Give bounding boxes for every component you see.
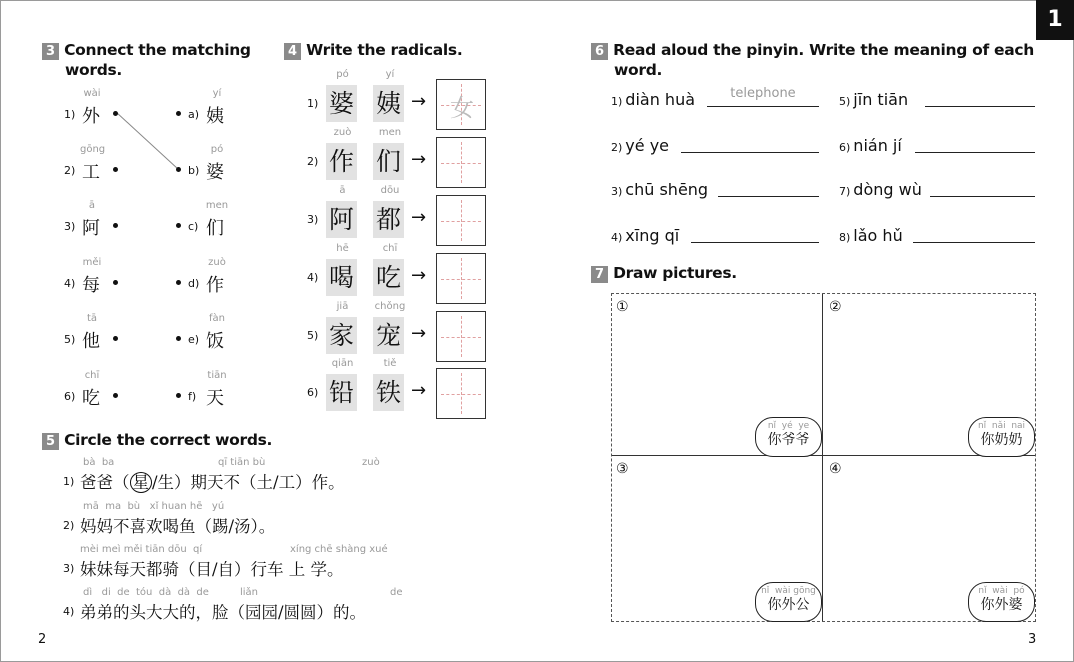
meaning-answer-line[interactable] [930, 196, 1035, 197]
name-bubble-text: 你外公 [767, 597, 810, 613]
match-left-pinyin: tā [86, 313, 98, 324]
pinyin-item-index: 4) [611, 231, 623, 244]
sentence-part-a: 爸爸（ [80, 473, 130, 492]
name-bubble [968, 417, 1035, 457]
arrow-icon: → [411, 207, 427, 228]
radical-char2: 们 [373, 143, 404, 180]
match-right-index: f) [188, 390, 197, 403]
pinyin-item-text: lǎo hǔ [853, 226, 903, 245]
pinyin-item-index: 8) [839, 231, 851, 244]
panel-number: ④ [829, 461, 842, 477]
arrow-icon: → [411, 323, 427, 344]
match-left-dot[interactable] [113, 393, 118, 398]
section-6-number: 6 [591, 43, 608, 60]
meaning-answer: telephone [730, 86, 796, 101]
section-3-title: Connect the matching [64, 41, 251, 59]
name-bubble-text: 你爷爷 [767, 432, 810, 448]
match-left-word: 阿 [82, 218, 100, 239]
match-left-pinyin: gōng [80, 144, 106, 155]
section-6-title: Read aloud the pinyin. Write the meaning of each [613, 41, 1035, 59]
match-right-pinyin: pó [210, 144, 224, 155]
match-left-dot[interactable] [113, 167, 118, 172]
sentence-pinyin: mā ma bù xǐ huan hē yú [83, 501, 225, 512]
name-bubble-text: 你奶奶 [980, 432, 1023, 448]
radical-answer: 女 [450, 94, 474, 122]
section-7-number: 7 [591, 266, 608, 283]
circled-answer[interactable]: 星 [130, 472, 153, 493]
section-5-header [42, 430, 272, 450]
match-right-index: b) [188, 164, 200, 177]
pinyin-item [611, 180, 708, 199]
match-right-pinyin: tiān [207, 370, 227, 381]
match-left-index: 4) [64, 277, 76, 290]
pinyin-item-text: yé ye [625, 136, 670, 155]
pinyin-item-index: 2) [611, 141, 623, 154]
match-left-word: 吃 [82, 388, 100, 409]
radical-char1-pinyin: ā [339, 185, 346, 196]
radical-char1: 喝 [326, 259, 357, 296]
page-corner-badge: 1 [1036, 0, 1074, 40]
meaning-answer-line[interactable] [925, 106, 1035, 107]
radical-char2: 都 [373, 201, 404, 238]
radical-char1-pinyin: zuò [333, 127, 352, 138]
pinyin-item-text: nián jí [853, 136, 902, 155]
pinyin-item-index: 6) [839, 141, 851, 154]
pinyin-item-text: dòng wù [853, 180, 922, 199]
matching-list [0, 0, 280, 420]
pinyin-item [839, 136, 902, 155]
match-left-word: 工 [82, 162, 100, 183]
match-right-word: 作 [206, 275, 224, 296]
drawing-area[interactable] [611, 293, 1036, 622]
sentence-pinyin: mèi meì měi tiān dōu qí [80, 544, 203, 555]
match-left-index: 1) [64, 108, 76, 121]
radical-char2-pinyin: tiě [383, 358, 397, 369]
name-bubble [755, 417, 822, 457]
section-7-header [591, 263, 737, 283]
match-left-dot[interactable] [113, 223, 118, 228]
pinyin-item-text: xīng qī [625, 226, 680, 245]
sentence-index: 4) [63, 605, 75, 618]
radical-char1: 阿 [326, 201, 357, 238]
drawing-divider-horizontal [612, 455, 1035, 456]
radical-row-index: 4) [307, 271, 319, 284]
name-bubble-pinyin: nǐ wài pó [978, 586, 1025, 596]
match-right-word: 们 [206, 218, 224, 239]
sentence-part-a: 弟弟的头大大的，脸（园园/圆圆）的。 [80, 603, 367, 622]
match-left-index: 2) [64, 164, 76, 177]
radical-row-index: 2) [307, 155, 319, 168]
radical-char1: 铅 [326, 374, 357, 411]
pinyin-item [839, 90, 908, 109]
radical-char2-pinyin: chǒng [374, 301, 406, 312]
match-right-dot[interactable] [176, 223, 181, 228]
radical-answer-box[interactable] [436, 253, 486, 304]
page-number-right: 3 [1028, 632, 1037, 647]
pinyin-item-index: 3) [611, 185, 623, 198]
match-right-index: c) [188, 220, 199, 233]
radical-char2-pinyin: yí [385, 69, 395, 80]
radical-char2: 吃 [373, 259, 404, 296]
section-4-number: 4 [284, 43, 301, 60]
panel-number: ② [829, 299, 842, 315]
radical-char2-pinyin: men [378, 127, 402, 138]
radical-char1: 家 [326, 317, 357, 354]
match-left-index: 5) [64, 333, 76, 346]
sentence-pinyin: qī tiān bù [218, 457, 266, 468]
match-left-index: 6) [64, 390, 76, 403]
match-right-word: 饭 [206, 331, 224, 352]
section-3-number: 3 [42, 43, 59, 60]
match-left-pinyin: měi [82, 257, 102, 268]
section-5-number: 5 [42, 433, 59, 450]
name-bubble-pinyin: nǐ wài gōng [761, 586, 816, 596]
match-left-dot[interactable] [113, 280, 118, 285]
pinyin-item [611, 136, 669, 155]
sentence-index: 3) [63, 562, 75, 575]
radical-char1-pinyin: qiān [331, 358, 354, 369]
pinyin-item [611, 90, 695, 109]
match-right-index: a) [188, 108, 200, 121]
arrow-icon: → [411, 380, 427, 401]
pinyin-item-text: chū shēng [625, 180, 709, 199]
sentence-text [80, 513, 275, 537]
name-bubble-pinyin: nǐ nǎi nai [977, 421, 1026, 431]
radical-char2-pinyin: dōu [380, 185, 400, 196]
radical-answer-box[interactable] [436, 137, 486, 188]
radical-char1: 婆 [326, 85, 357, 122]
sentence-pinyin: dì di de tóu dà dà de [83, 587, 209, 598]
section-4-header [284, 40, 462, 60]
match-left-pinyin: ā [88, 200, 96, 211]
match-right-index: d) [188, 277, 200, 290]
meaning-answer-line[interactable] [718, 196, 819, 197]
match-right-dot[interactable] [176, 111, 181, 116]
sentence-pinyin: liǎn [240, 587, 259, 598]
name-bubble-pinyin: nǐ yé ye [767, 421, 810, 431]
pinyin-item-index: 5) [839, 95, 851, 108]
sentence-pinyin: de [390, 587, 403, 598]
sentence-part-a: 妹妹每天都骑（目/自）行车 上 学。 [80, 560, 344, 579]
radical-char2: 宠 [373, 317, 404, 354]
name-bubble [755, 582, 822, 622]
radical-row-index: 1) [307, 97, 319, 110]
sentence-pinyin: xíng chē shàng xué [290, 544, 388, 555]
match-right-word: 婆 [206, 162, 224, 183]
section-4-title: Write the radicals. [306, 41, 463, 59]
panel-number: ① [616, 299, 629, 315]
match-right-dot[interactable] [176, 167, 181, 172]
meaning-answer-line[interactable] [691, 242, 819, 243]
meaning-answer-line[interactable] [913, 242, 1035, 243]
section-6-title-line2: word. [614, 61, 663, 79]
match-left-dot[interactable] [113, 111, 118, 116]
match-right-pinyin: men [205, 200, 229, 211]
sentence-text [80, 469, 345, 493]
name-bubble-text: 你外婆 [980, 597, 1023, 613]
match-left-word: 每 [82, 275, 100, 296]
section-7-title: Draw pictures. [613, 264, 737, 282]
radical-char1-pinyin: pó [336, 69, 349, 80]
pinyin-item [611, 226, 679, 245]
arrow-icon: → [411, 265, 427, 286]
sentence-text [80, 556, 344, 580]
pinyin-item [839, 226, 903, 245]
match-right-index: e) [188, 333, 200, 346]
match-right-pinyin: fàn [209, 313, 225, 324]
match-left-word: 外 [82, 106, 100, 127]
meaning-answer-line[interactable] [707, 106, 819, 107]
arrow-icon: → [411, 91, 427, 112]
sentence-text [80, 599, 366, 623]
section-3-title-line2: words. [65, 61, 123, 79]
match-left-word: 他 [82, 331, 100, 352]
match-right-pinyin: zuò [208, 257, 226, 268]
match-left-index: 3) [64, 220, 76, 233]
meaning-answer-line[interactable] [915, 152, 1035, 153]
pinyin-item-index: 7) [839, 185, 851, 198]
radical-char1-pinyin: hē [336, 243, 349, 254]
radical-char1-pinyin: jiā [336, 301, 349, 312]
arrow-icon: → [411, 149, 427, 170]
radical-answer-box[interactable] [436, 79, 486, 130]
radical-row-index: 6) [307, 386, 319, 399]
radical-row-index: 3) [307, 213, 319, 226]
sentence-index: 1) [63, 475, 75, 488]
match-right-dot[interactable] [176, 336, 181, 341]
radical-char2: 铁 [373, 374, 404, 411]
pinyin-item-text: diàn huà [625, 90, 696, 109]
pinyin-item-text: jīn tiān [853, 90, 909, 109]
match-right-word: 姨 [206, 106, 224, 127]
match-right-word: 天 [206, 388, 224, 409]
radical-char2-pinyin: chī [382, 243, 398, 254]
sentence-part-a: 妈妈不喜欢喝鱼（踢/汤）。 [80, 517, 276, 536]
match-left-pinyin: chī [84, 370, 100, 381]
match-line [0, 0, 280, 420]
section-5-title: Circle the correct words. [64, 431, 273, 449]
sentence-pinyin: zuò [362, 457, 380, 468]
match-right-dot[interactable] [176, 393, 181, 398]
sentence-part-b: /生）期天不（土/工）作。 [152, 473, 345, 492]
radical-answer-box[interactable] [436, 195, 486, 246]
page-number-left: 2 [38, 632, 47, 647]
match-right-dot[interactable] [176, 280, 181, 285]
match-left-dot[interactable] [113, 336, 118, 341]
match-left-pinyin: wài [83, 88, 101, 99]
sentence-index: 2) [63, 519, 75, 532]
pinyin-item [839, 180, 922, 199]
radical-answer-box[interactable] [436, 311, 486, 362]
name-bubble [968, 582, 1035, 622]
section-6-header [591, 40, 1034, 60]
match-right-pinyin: yí [212, 88, 222, 99]
radical-row-index: 5) [307, 329, 319, 342]
sentence-pinyin: bà ba [83, 457, 115, 468]
radical-char1: 作 [326, 143, 357, 180]
meaning-answer-line[interactable] [681, 152, 819, 153]
panel-number: ③ [616, 461, 629, 477]
pinyin-item-index: 1) [611, 95, 623, 108]
radical-char2: 姨 [373, 85, 404, 122]
drawing-divider-vertical [822, 294, 823, 621]
radical-answer-box[interactable] [436, 368, 486, 419]
